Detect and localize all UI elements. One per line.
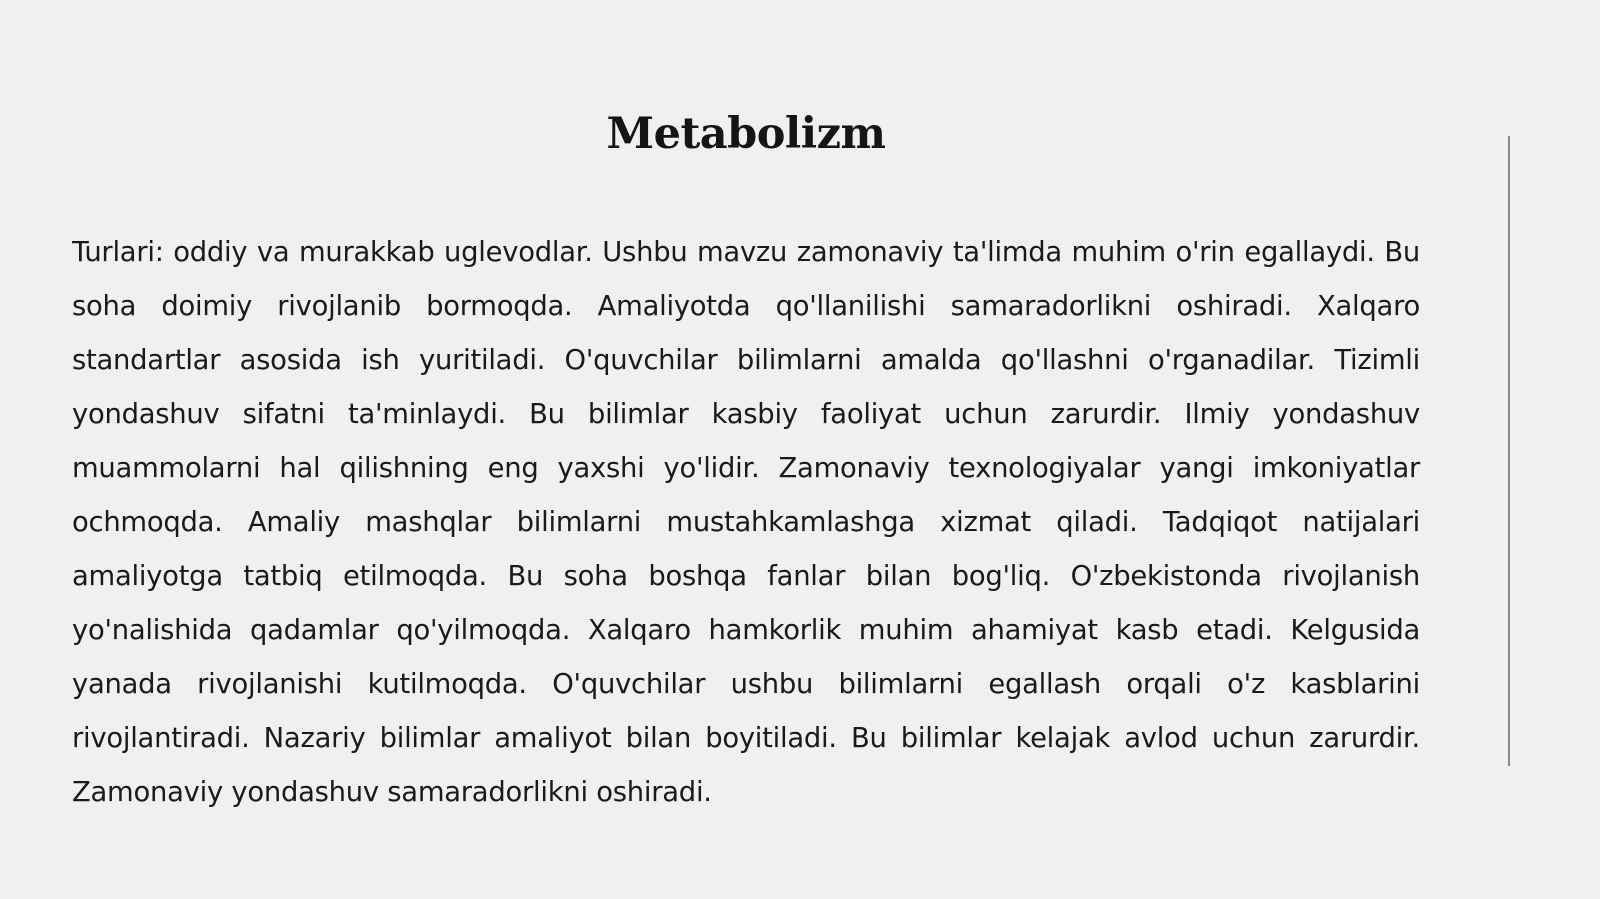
vertical-divider xyxy=(1508,136,1510,766)
slide-title: Metabolizm xyxy=(606,109,886,159)
slide-body-text: Turlari: oddiy va murakkab uglevodlar. Ushbu mavzu zamonaviy ta'limda muhim o'rin egallaydi. Bu soha doimiy rivojlanib bormoqda. Amaliyotda qo'llanilishi samaradorlikni oshiradi. Xalqaro standartlar asosida ish yuritiladi. O'quvchilar bilimlarni amalda qo'llashni o'rganadilar. Tizimli yondashuv sifatni ta'minlaydi. Bu bilimlar kasbiy faoliyat uchun zarurdir. Ilmiy yondashuv muammolarni hal qilishning eng yaxshi yo'lidir. Zamonaviy texnologiyalar yangi imkoniyatlar ochmoqda. Amaliy mashqlar bilimlarni mustahkamlashga xizmat qiladi. Tadqiqot natijalari amaliyotga tatbiq etilmoqda. Bu soha boshqa fanlar bilan bog'liq. O'zbekistonda rivojlanish yo'nalishida qadamlar qo'yilmoqda. Xalqaro hamkorlik muhim ahamiyat kasb etadi. Kelgusida yanada rivojlanishi kutilmoqda. O'quvchilar ushbu bilimlarni egallash orqali o'z kasblarini rivojlantiradi. Nazariy bilimlar amaliyot bilan boyitiladi. Bu bilimlar kelajak avlod uchun zarurdir. Zamonaviy yondashuv samaradorlikni oshiradi. xyxy=(72,237,1420,808)
